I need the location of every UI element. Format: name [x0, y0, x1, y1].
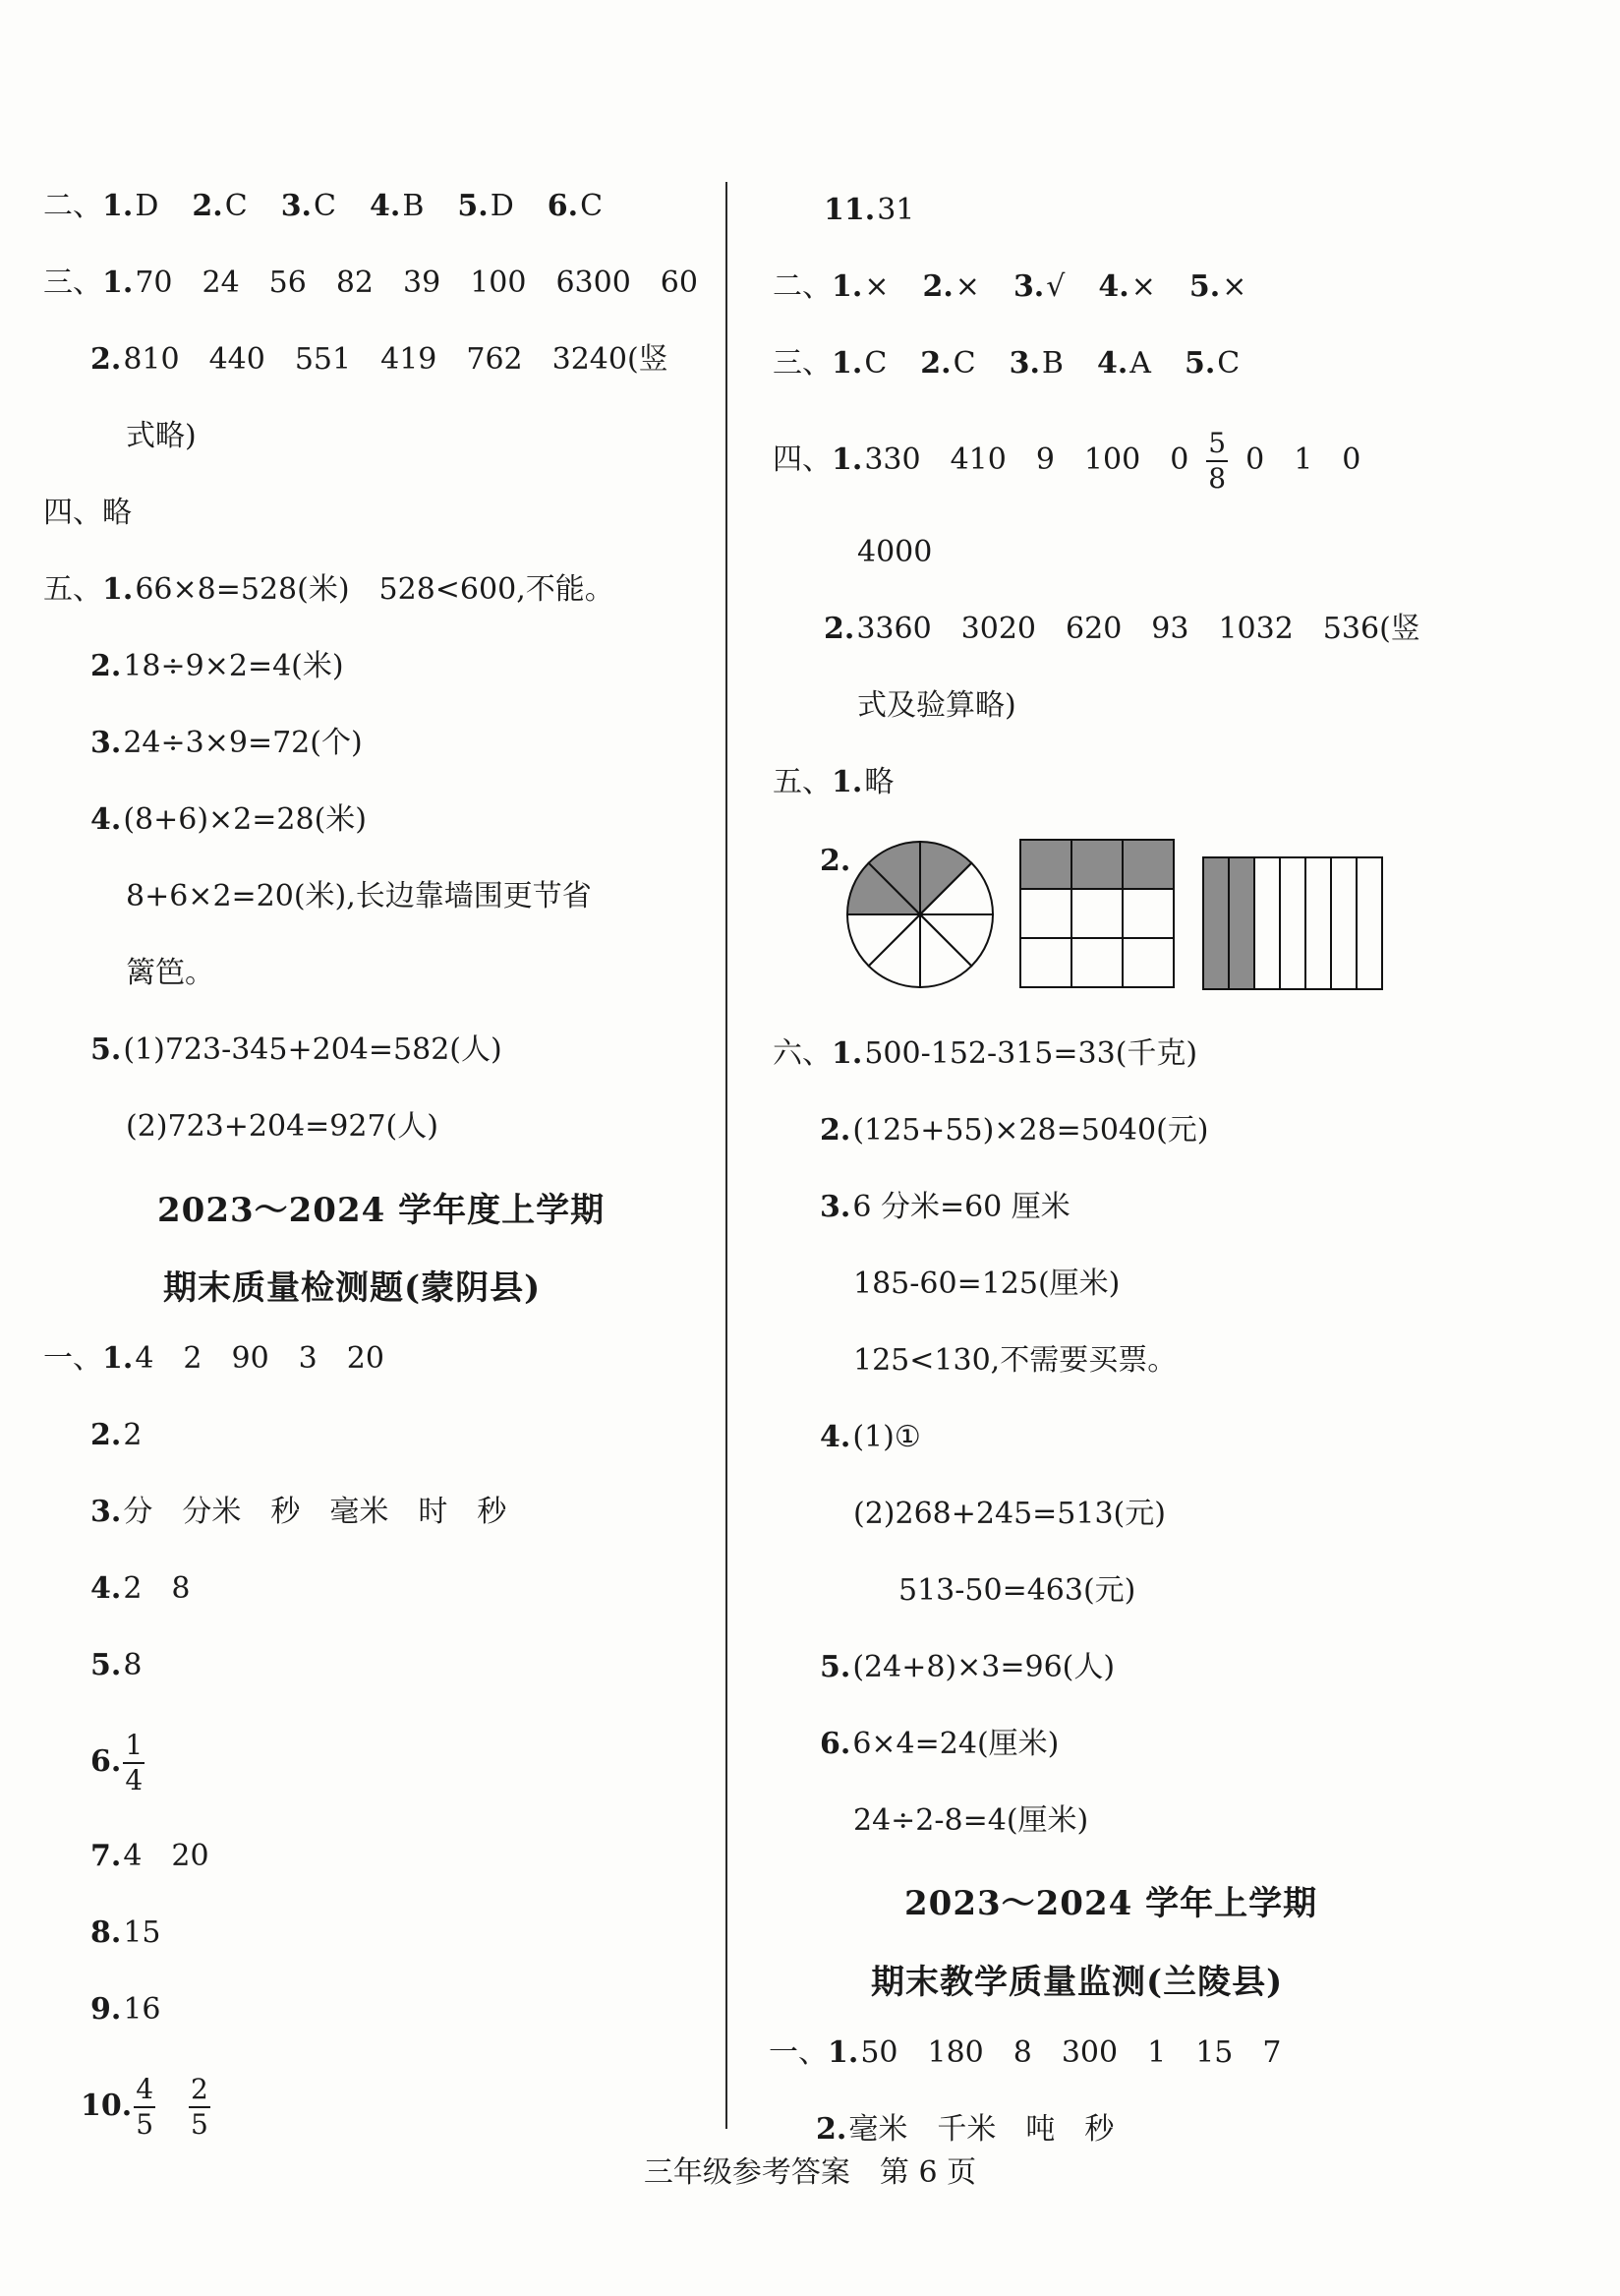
column-divider: [725, 182, 727, 2129]
strip-part: [1331, 857, 1357, 989]
grid-cell: [1071, 889, 1123, 938]
right-line-19: 6.6×4=24(厘米): [820, 1727, 1060, 1761]
left-line-15: 2.2: [90, 1418, 143, 1452]
right-line-20: 24÷2-8=4(厘米): [853, 1803, 1089, 1838]
grid-cell: [1123, 889, 1174, 938]
left-line-19: 6. $\frac{1}{4}$: [90, 1729, 144, 1796]
section-title-4: 期末教学质量监测(兰陵县): [871, 1963, 1284, 2002]
left-line-1: 二、1.D 2.C 3.C 4.B 5.D 6.C: [43, 189, 604, 223]
left-line-21: 8.15: [90, 1915, 161, 1950]
fraction: $\frac{1}{4}$: [125, 1729, 144, 1796]
left-line-3: 2.810 440 551 419 762 3240(竖: [90, 342, 668, 377]
right-line-18: 5.(24+8)×3=96(人): [820, 1650, 1116, 1684]
left-line-23: 10. $\frac{4}{5}$ $\frac{2}{5}$: [81, 2073, 208, 2141]
right-line-7: 式及验算略): [857, 688, 1016, 723]
section-title-1: 2023～2024 学年度上学期: [157, 1191, 606, 1230]
right-line-11: 2.(125+55)×28=5040(元): [820, 1113, 1209, 1148]
sector: [920, 914, 993, 966]
fraction-circle: [847, 842, 993, 987]
strip-part: [1357, 857, 1382, 989]
shaded-cell: [1123, 840, 1174, 889]
left-line-18: 5.8: [90, 1648, 143, 1682]
strip-part: [1254, 857, 1280, 989]
section-title-2: 期末质量检测题(蒙阴县): [163, 1268, 542, 1308]
fraction: $\frac{4}{5}$: [136, 2073, 154, 2141]
right-line-6: 2.3360 3020 620 93 1032 536(竖: [824, 612, 1420, 646]
left-line-13: (2)723+204=927(人): [126, 1109, 438, 1144]
section-title-3: 2023～2024 学年上学期: [904, 1884, 1318, 1923]
right-line-12: 3.6 分米=60 厘米: [820, 1190, 1070, 1224]
right-line-2: 二、1.× 2.× 3.√ 4.× 5.×: [773, 269, 1247, 304]
right-line-17: 513-50=463(元): [898, 1573, 1136, 1608]
left-line-8: 3.24÷3×9=72(个): [90, 726, 363, 760]
left-line-6: 五、1.66×8=528(米) 528<600,不能。: [43, 572, 614, 607]
left-line-11: 篱笆。: [126, 956, 214, 990]
right-line-4: 四、1.330 410 9 100 0 $\frac{5}{8}$ 0 1 0: [773, 427, 1361, 495]
right-line-16: (2)268+245=513(元): [853, 1497, 1166, 1531]
strip-part: [1280, 857, 1305, 989]
right-line-1: 11.31: [824, 193, 915, 227]
left-line-9: 4.(8+6)×2=28(米): [90, 802, 367, 837]
fraction: $\frac{5}{8}$: [1208, 427, 1227, 495]
left-line-12: 5.(1)723-345+204=582(人): [90, 1032, 502, 1067]
left-line-17: 4.2 8: [90, 1571, 191, 1606]
fraction-grid: [1020, 840, 1174, 987]
sector: [869, 914, 920, 987]
page-footer: 三年级参考答案 第 6 页: [643, 2155, 977, 2190]
shaded-sector: [920, 842, 971, 914]
left-line-4: 式略): [126, 419, 197, 453]
sector: [847, 914, 920, 966]
grid-cell: [1123, 938, 1174, 987]
shaded-strip-part: [1229, 857, 1254, 989]
right-line-13: 185-60=125(厘米): [853, 1266, 1121, 1301]
fraction: $\frac{2}{5}$: [191, 2073, 208, 2141]
fraction-strip: [1203, 857, 1382, 989]
right-line-21: 一、1.50 180 8 300 1 15 7: [769, 2035, 1282, 2070]
grid-cell: [1020, 938, 1071, 987]
left-line-22: 9.16: [90, 1992, 161, 2027]
left-line-7: 2.18÷9×2=4(米): [90, 649, 344, 683]
left-line-5: 四、略: [43, 496, 132, 530]
left-line-14: 一、1.4 2 90 3 20: [43, 1341, 384, 1376]
shaded-cell: [1020, 840, 1071, 889]
left-line-10: 8+6×2=20(米),长边靠墙围更节省: [126, 879, 592, 913]
fraction-figures: [845, 838, 1386, 995]
left-line-2: 三、1.70 24 56 82 39 100 6300 60: [43, 265, 698, 300]
right-line-22: 2.毫米 千米 吨 秒: [816, 2112, 1115, 2147]
shaded-cell: [1071, 840, 1123, 889]
left-line-20: 7.4 20: [90, 1839, 209, 1873]
grid-cell: [1071, 938, 1123, 987]
left-line-16: 3.分 分米 秒 毫米 时 秒: [90, 1495, 507, 1529]
shaded-strip-part: [1203, 857, 1229, 989]
right-line-8: 五、1.略: [773, 765, 895, 799]
grid-cell: [1020, 889, 1071, 938]
right-line-9: 2.: [820, 844, 851, 878]
right-line-10: 六、1.500-152-315=33(千克): [773, 1036, 1198, 1071]
sector: [920, 914, 971, 987]
right-line-15: 4.(1)①: [820, 1420, 921, 1454]
right-line-3: 三、1.C 2.C 3.B 4.A 5.C: [773, 346, 1241, 381]
right-line-14: 125<130,不需要买票。: [853, 1343, 1178, 1378]
strip-part: [1305, 857, 1331, 989]
right-line-5: 4000: [857, 535, 933, 569]
